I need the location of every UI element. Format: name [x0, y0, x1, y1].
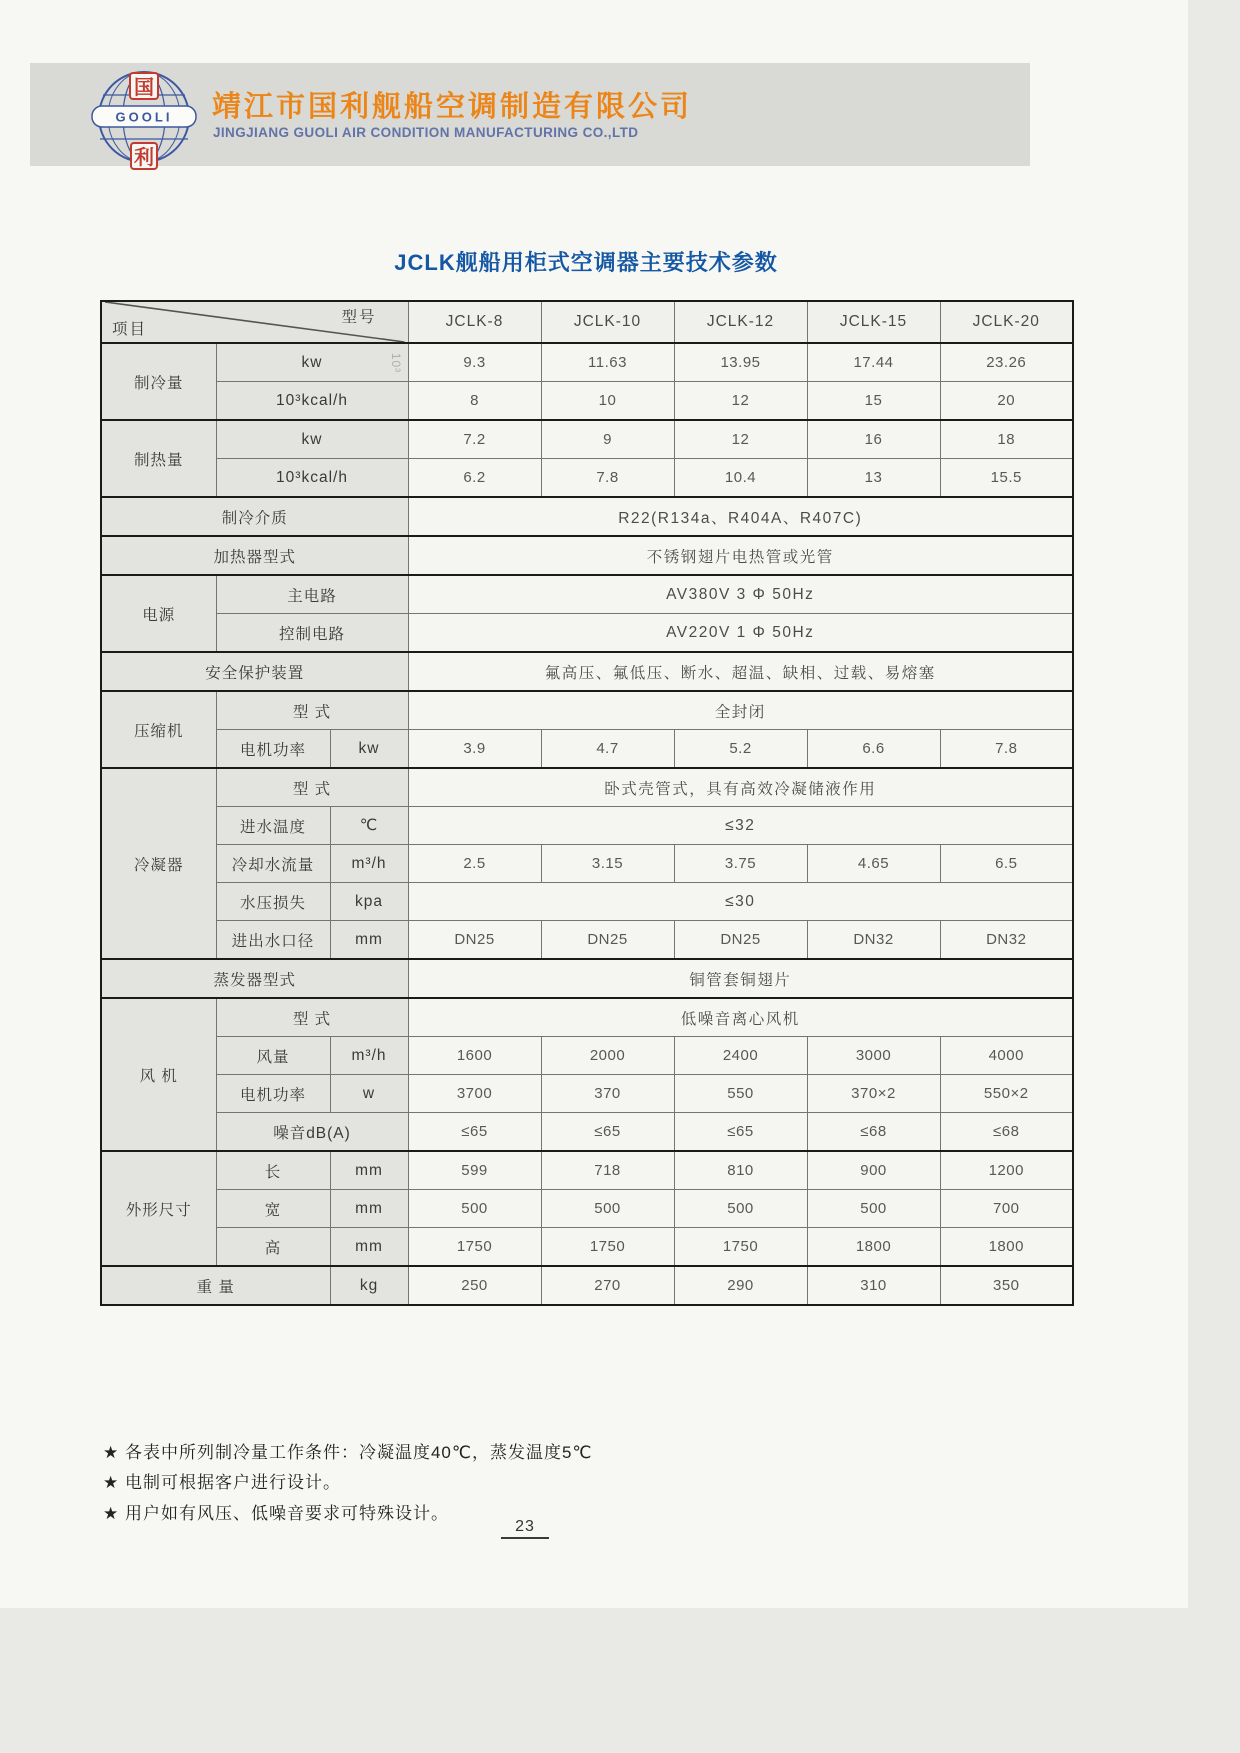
corner-label-item: 项目 — [112, 321, 148, 338]
value-cell: 5.2 — [674, 730, 807, 769]
value-cell: 500 — [541, 1190, 674, 1228]
table-row — [101, 998, 1073, 1037]
value-cell: 2400 — [674, 1037, 807, 1075]
table-row — [101, 768, 1073, 807]
model-header: JCLK-12 — [674, 301, 807, 343]
table-row — [101, 1037, 1073, 1075]
value-cell: 1750 — [541, 1228, 674, 1267]
row-label-cell: 长 — [216, 1151, 330, 1190]
value-cell: 4.65 — [807, 845, 940, 883]
table-row — [101, 730, 1073, 769]
row-label-cell: m³/h — [330, 845, 408, 883]
table-row — [101, 1190, 1073, 1228]
value-cell: 11.63 — [541, 343, 674, 382]
table-row — [101, 575, 1073, 614]
row-label-cell: kw — [216, 420, 408, 459]
value-cell: 10.4 — [674, 459, 807, 498]
row-label-cell: 蒸发器型式 — [101, 959, 408, 998]
value-cell: 1750 — [674, 1228, 807, 1267]
value-cell: ≤65 — [674, 1113, 807, 1152]
row-label-cell: kpa — [330, 883, 408, 921]
table-row — [101, 959, 1073, 998]
svg-text:利: 利 — [134, 147, 154, 169]
row-label-cell: kw 10³ — [216, 343, 408, 382]
footnotes — [103, 1438, 593, 1529]
value-cell: 310 — [807, 1266, 940, 1305]
table-row — [101, 536, 1073, 575]
value-cell: 18 — [940, 420, 1073, 459]
row-label-cell: 主电路 — [216, 575, 408, 614]
model-header: JCLK-20 — [940, 301, 1073, 343]
value-cell: 370 — [541, 1075, 674, 1113]
row-label-cell: 宽 — [216, 1190, 330, 1228]
value-cell: 不锈钢翅片电热管或光管 — [408, 536, 1073, 575]
row-label-cell: ℃ — [330, 807, 408, 845]
value-cell: 370×2 — [807, 1075, 940, 1113]
value-cell: 10 — [541, 382, 674, 421]
table-row — [101, 382, 1073, 421]
row-label-cell: 10³kcal/h — [216, 459, 408, 498]
value-cell: DN32 — [807, 921, 940, 960]
value-cell: 3.75 — [674, 845, 807, 883]
value-cell: 6.2 — [408, 459, 541, 498]
value-cell: 4.7 — [541, 730, 674, 769]
row-label-cell: 噪音dB(A) — [216, 1113, 408, 1152]
note-item: ★ 用户如有风压、低噪音要求可特殊设计。 — [103, 1503, 449, 1523]
value-cell: 氟高压、氟低压、断水、超温、缺相、过载、易熔塞 — [408, 652, 1073, 691]
value-cell: AV220V 1 Φ 50Hz — [408, 614, 1073, 653]
table-row — [101, 459, 1073, 498]
table-row — [101, 420, 1073, 459]
row-label-cell: mm — [330, 1151, 408, 1190]
row-label-cell: 制热量 — [101, 420, 216, 497]
value-cell: ≤68 — [807, 1113, 940, 1152]
value-cell: 1800 — [807, 1228, 940, 1267]
svg-text:国: 国 — [134, 77, 154, 99]
row-label-cell: 型 式 — [216, 691, 408, 730]
value-cell: 1800 — [940, 1228, 1073, 1267]
row-label-cell: 控制电路 — [216, 614, 408, 653]
model-header: JCLK-15 — [807, 301, 940, 343]
value-cell: 13.95 — [674, 343, 807, 382]
value-cell: 3000 — [807, 1037, 940, 1075]
page-number-wrap — [460, 1518, 590, 1539]
row-label-cell: 风量 — [216, 1037, 330, 1075]
value-cell: 9.3 — [408, 343, 541, 382]
value-cell: ≤65 — [408, 1113, 541, 1152]
row-label-cell: 外形尺寸 — [101, 1151, 216, 1266]
company-logo-globe-icon — [88, 63, 200, 175]
value-cell: DN25 — [674, 921, 807, 960]
value-cell: DN32 — [940, 921, 1073, 960]
row-label-cell: 冷却水流量 — [216, 845, 330, 883]
row-label-cell: mm — [330, 1228, 408, 1267]
print-ghost-artifact: 10³ — [389, 352, 404, 373]
table-row — [101, 883, 1073, 921]
value-cell: 2.5 — [408, 845, 541, 883]
row-label-cell: 进水温度 — [216, 807, 330, 845]
value-cell: 7.8 — [940, 730, 1073, 769]
row-label-cell: mm — [330, 921, 408, 960]
value-cell: 3.9 — [408, 730, 541, 769]
row-label-cell: 风 机 — [101, 998, 216, 1151]
value-cell: DN25 — [408, 921, 541, 960]
value-cell: 1200 — [940, 1151, 1073, 1190]
value-cell: 290 — [674, 1266, 807, 1305]
value-cell: 810 — [674, 1151, 807, 1190]
scan-shading-right — [1188, 0, 1240, 1753]
value-cell: 250 — [408, 1266, 541, 1305]
model-header: JCLK-10 — [541, 301, 674, 343]
table-row — [101, 1266, 1073, 1305]
table-row — [101, 691, 1073, 730]
table-row — [101, 343, 1073, 382]
company-name-english: JINGJIANG GUOLI AIR CONDITION MANUFACTURING CO.,LTD — [213, 125, 639, 140]
value-cell: 8 — [408, 382, 541, 421]
value-cell: 500 — [674, 1190, 807, 1228]
table-row — [101, 1151, 1073, 1190]
value-cell: ≤65 — [541, 1113, 674, 1152]
corner-cell — [101, 301, 408, 343]
value-cell: 20 — [940, 382, 1073, 421]
row-label-cell: 电源 — [101, 575, 216, 652]
row-label-cell: 型 式 — [216, 768, 408, 807]
spec-table-wrap — [100, 300, 1074, 1306]
value-cell: 7.8 — [541, 459, 674, 498]
value-cell: 550 — [674, 1075, 807, 1113]
value-cell: 6.5 — [940, 845, 1073, 883]
table-row — [101, 652, 1073, 691]
value-cell: 16 — [807, 420, 940, 459]
svg-text:GOOLI: GOOLI — [115, 109, 173, 125]
value-cell: 550×2 — [940, 1075, 1073, 1113]
company-header-band — [30, 63, 1030, 169]
value-cell: 9 — [541, 420, 674, 459]
row-label-cell: kg — [330, 1266, 408, 1305]
table-row — [101, 921, 1073, 960]
value-cell: 718 — [541, 1151, 674, 1190]
row-label-cell: 高 — [216, 1228, 330, 1267]
value-cell: 7.2 — [408, 420, 541, 459]
row-label-cell: 型 式 — [216, 998, 408, 1037]
value-cell: 15.5 — [940, 459, 1073, 498]
row-label-cell: 电机功率 — [216, 1075, 330, 1113]
value-cell: 500 — [807, 1190, 940, 1228]
table-row — [101, 614, 1073, 653]
scan-shading-bottom — [0, 1608, 1240, 1753]
table-row — [101, 1075, 1073, 1113]
table-row — [101, 845, 1073, 883]
value-cell: 12 — [674, 420, 807, 459]
row-label-cell: 电机功率 — [216, 730, 330, 769]
table-row — [101, 497, 1073, 536]
model-header: JCLK-8 — [408, 301, 541, 343]
row-label-cell: 制冷介质 — [101, 497, 408, 536]
value-cell: 12 — [674, 382, 807, 421]
row-label-cell: w — [330, 1075, 408, 1113]
value-cell: 低噪音离心风机 — [408, 998, 1073, 1037]
row-label-cell: 10³kcal/h — [216, 382, 408, 421]
value-cell: ≤68 — [940, 1113, 1073, 1152]
row-label-cell: 进出水口径 — [216, 921, 330, 960]
note-item: ★ 电制可根据客户进行设计。 — [103, 1473, 341, 1493]
row-label-cell: m³/h — [330, 1037, 408, 1075]
value-cell: 3.15 — [541, 845, 674, 883]
value-cell: 1600 — [408, 1037, 541, 1075]
value-cell: 599 — [408, 1151, 541, 1190]
value-cell: 13 — [807, 459, 940, 498]
row-label-cell: 制冷量 — [101, 343, 216, 420]
value-cell: 全封闭 — [408, 691, 1073, 730]
value-cell: 1750 — [408, 1228, 541, 1267]
value-cell: 900 — [807, 1151, 940, 1190]
value-cell: DN25 — [541, 921, 674, 960]
value-cell: ≤30 — [408, 883, 1073, 921]
spec-table — [100, 300, 1074, 1306]
value-cell: 350 — [940, 1266, 1073, 1305]
value-cell: R22(R134a、R404A、R407C) — [408, 497, 1073, 536]
value-cell: 3700 — [408, 1075, 541, 1113]
row-label-cell: 水压损失 — [216, 883, 330, 921]
table-row — [101, 1228, 1073, 1267]
value-cell: AV380V 3 Φ 50Hz — [408, 575, 1073, 614]
value-cell: 铜管套铜翅片 — [408, 959, 1073, 998]
note-item: ★ 各表中所列制冷量工作条件：冷凝温度40℃，蒸发温度5℃ — [103, 1443, 593, 1462]
value-cell: 15 — [807, 382, 940, 421]
row-label-cell: kw — [330, 730, 408, 769]
row-label-cell: 压缩机 — [101, 691, 216, 768]
model-header-row — [101, 301, 1073, 343]
row-label-cell: 安全保护装置 — [101, 652, 408, 691]
value-cell: 4000 — [940, 1037, 1073, 1075]
value-cell: 23.26 — [940, 343, 1073, 382]
page-title: JCLK舰船用柜式空调器主要技术参数 — [394, 250, 778, 275]
row-label-cell: 加热器型式 — [101, 536, 408, 575]
row-label-cell: 重 量 — [101, 1266, 330, 1305]
value-cell: 270 — [541, 1266, 674, 1305]
page-number: 23 — [501, 1518, 549, 1539]
row-label-cell: mm — [330, 1190, 408, 1228]
value-cell: 6.6 — [807, 730, 940, 769]
value-cell: 2000 — [541, 1037, 674, 1075]
value-cell: 17.44 — [807, 343, 940, 382]
value-cell: 卧式壳管式，具有高效冷凝储液作用 — [408, 768, 1073, 807]
row-label-cell: 冷凝器 — [101, 768, 216, 959]
value-cell: ≤32 — [408, 807, 1073, 845]
table-row — [101, 1113, 1073, 1152]
corner-label-model: 型号 — [341, 309, 377, 326]
table-row — [101, 807, 1073, 845]
value-cell: 500 — [408, 1190, 541, 1228]
company-name: 靖江市国利舰船空调制造有限公司 — [212, 91, 693, 123]
value-cell: 700 — [940, 1190, 1073, 1228]
